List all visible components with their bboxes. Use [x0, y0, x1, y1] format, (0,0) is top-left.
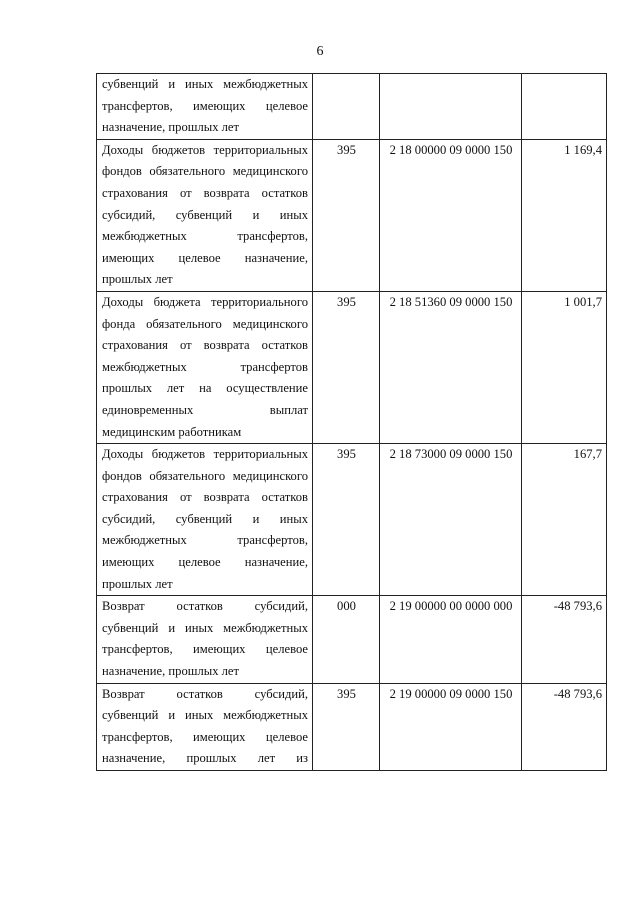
row-amount: -48 793,6 [522, 683, 607, 770]
table-row [97, 74, 607, 140]
row-amount: 1 169,4 [522, 139, 607, 291]
row-description: Возврат остатков субсидий, субвенций и иных межбюджетных трансфертов, имеющих целевое назначение, прошлых лет [97, 596, 313, 683]
row-amount: 1 001,7 [522, 291, 607, 443]
row-description: Доходы бюджета территориального фонда обязательного медицинского страхования от возврата остатков межбюджетных трансфертов прошлых лет на осуществление единовременных выплат медицинским работникам [97, 291, 313, 443]
row-admin-code: 395 [313, 139, 380, 291]
table-row [97, 596, 607, 683]
page-number: 6 [316, 44, 324, 59]
row-description: Возврат остатков субсидий, субвенций и иных межбюджетных трансфертов, имеющих целевое назначение, прошлых лет из [97, 683, 313, 770]
table-row [97, 291, 607, 443]
row-admin-code [313, 74, 380, 140]
budget-revenue-table [96, 73, 607, 771]
table-row [97, 683, 607, 770]
row-budget-code: 2 19 00000 00 0000 000 [380, 596, 522, 683]
row-budget-code: 2 19 00000 09 0000 150 [380, 683, 522, 770]
row-admin-code: 395 [313, 683, 380, 770]
row-budget-code: 2 18 00000 09 0000 150 [380, 139, 522, 291]
table-row [97, 139, 607, 291]
table-row [97, 444, 607, 596]
row-amount: 167,7 [522, 444, 607, 596]
row-budget-code [380, 74, 522, 140]
row-budget-code: 2 18 73000 09 0000 150 [380, 444, 522, 596]
row-description: Доходы бюджетов территориальных фондов обязательного медицинского страхования от возврата остатков субсидий, субвенций и иных межбюджетных трансфертов, имеющих целевое назначение, прошлых лет [97, 444, 313, 596]
row-admin-code: 000 [313, 596, 380, 683]
row-amount: -48 793,6 [522, 596, 607, 683]
row-description: субвенций и иных межбюджетных трансфертов, имеющих целевое назначение, прошлых лет [97, 74, 313, 140]
row-budget-code: 2 18 51360 09 0000 150 [380, 291, 522, 443]
row-amount [522, 74, 607, 140]
row-admin-code: 395 [313, 291, 380, 443]
row-admin-code: 395 [313, 444, 380, 596]
row-description: Доходы бюджетов территориальных фондов обязательного медицинского страхования от возврата остатков субсидий, субвенций и иных межбюджетных трансфертов, имеющих целевое назначение, прошлых лет [97, 139, 313, 291]
